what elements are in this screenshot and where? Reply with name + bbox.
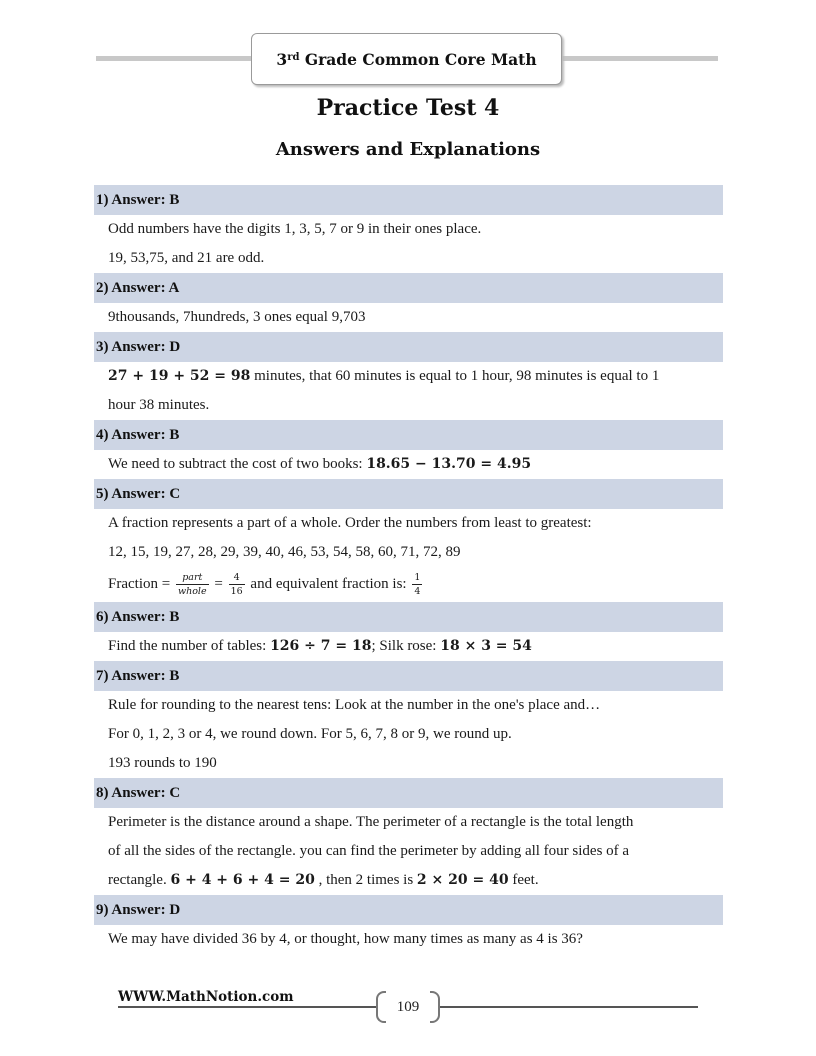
question-number: 3 (96, 339, 104, 355)
explanation-line: For 0, 1, 2, 3 or 4, we round down. For 5, 6, 7, 8 or 9, we round up. (108, 726, 512, 742)
explanation-line: 193 rounds to 190 (108, 755, 217, 771)
answer-label: ) Answer: C (103, 486, 181, 502)
question-number: 8 (96, 785, 104, 801)
explanation-text: rectangle. (108, 872, 171, 888)
explanation-line (94, 362, 723, 391)
question-number: 2 (96, 280, 104, 296)
explanation-text: feet. (508, 872, 539, 888)
explanation-text: , then 2 times is (314, 872, 417, 888)
fraction-numerator: 4 (229, 572, 245, 585)
explanation-line (94, 866, 723, 895)
explanation-text: minutes, that 60 minutes is equal to 1 hour, 98 minutes is equal to 1 (250, 368, 660, 384)
answer-label: ) Answer: B (103, 427, 180, 443)
explanation-line: of all the sides of the rectangle. you can find the perimeter by adding all four sides of a (108, 843, 630, 859)
answer-label: ) Answer: B (103, 668, 180, 684)
explanation-text: Find the number of tables: (108, 638, 271, 654)
answer-header-9 (94, 895, 723, 925)
answer-label: ) Answer: C (103, 785, 181, 801)
math-expression: 18 × 3 = 54 (440, 638, 532, 654)
fraction-denominator: whole (177, 586, 207, 598)
fraction-4-16 (229, 572, 245, 597)
running-header (251, 33, 562, 85)
explanation-line: 9thousands, 7hundreds, 3 ones equal 9,703 (108, 309, 366, 325)
math-expression: 126 ÷ 7 = 18 (270, 638, 372, 654)
question-number: 6 (96, 609, 104, 625)
explanation-line: hour 38 minutes. (108, 397, 210, 413)
fraction-numerator: 1 (414, 572, 421, 584)
footer-rule-left (118, 1006, 376, 1008)
header-grade-suffix: rd (287, 51, 300, 63)
math-expression: 18.65 − 13.70 = 4.95 (366, 456, 532, 472)
fraction-numerator: part (176, 572, 209, 585)
equals-sign: = (210, 576, 227, 592)
explanation-line: 12, 15, 19, 27, 28, 29, 39, 40, 46, 53, 54, 58, 60, 71, 72, 89 (108, 544, 461, 560)
header-title: Grade Common Core Math (299, 49, 537, 69)
answer-header-6 (94, 602, 723, 632)
question-number: 5 (96, 486, 104, 502)
question-number: 4 (96, 427, 104, 443)
page-subtitle: Answers and Explanations (275, 139, 541, 160)
answer-header-4 (94, 420, 723, 450)
page-title: Practice Test 4 (316, 95, 500, 121)
explanation-text: and equivalent fraction is: (246, 576, 411, 592)
question-number: 7 (96, 668, 104, 684)
header-rule-left (96, 56, 251, 61)
explanation-text: ; Silk rose: (371, 638, 441, 654)
explanation-line: We may have divided 36 by 4, or thought, how many times as many as 4 is 36? (108, 931, 583, 947)
explanation-line (94, 632, 723, 661)
explanation-line: Odd numbers have the digits 1, 3, 5, 7 or 9 in their ones place. (108, 221, 482, 237)
answers-list (94, 185, 723, 954)
bracket-right-icon (430, 991, 440, 1023)
explanation-line (94, 567, 723, 602)
page-number (374, 991, 442, 1025)
answer-header-2 (94, 273, 723, 303)
answer-label: ) Answer: A (103, 280, 180, 296)
question-number: 9 (96, 902, 104, 918)
header-rule-right (562, 56, 718, 61)
math-expression: 27 + 19 + 52 = 98 (108, 368, 251, 384)
explanation-line: 19, 53,75, and 21 are odd. (108, 250, 265, 266)
fraction-denominator: 4 (414, 586, 421, 598)
explanation-line: Perimeter is the distance around a shape. The perimeter of a rectangle is the total length (108, 814, 634, 830)
answer-header-7 (94, 661, 723, 691)
fraction-part-whole (176, 572, 209, 597)
explanation-text: We need to subtract the cost of two books: (108, 456, 367, 472)
math-expression: 6 + 4 + 6 + 4 = 20 (170, 872, 315, 888)
explanation-text: Fraction = (108, 576, 174, 592)
fraction-1-4 (412, 572, 422, 597)
explanation-line: A fraction represents a part of a whole. Order the numbers from least to greatest: (108, 515, 592, 531)
footer-website: WWW.MathNotion.com (118, 989, 294, 1005)
footer-rule-right (440, 1006, 698, 1008)
explanation-line: Rule for rounding to the nearest tens: Look at the number in the one's place and… (108, 697, 601, 713)
bracket-left-icon (376, 991, 386, 1023)
answer-label: ) Answer: D (103, 339, 181, 355)
answer-header-5 (94, 479, 723, 509)
fraction-denominator: 16 (230, 586, 243, 598)
explanation-line (94, 450, 723, 479)
math-expression: 2 × 20 = 40 (416, 872, 509, 888)
answer-label: ) Answer: B (103, 609, 180, 625)
header-grade-number: 3 (276, 49, 288, 69)
question-number: 1 (96, 192, 104, 208)
answer-header-1 (94, 185, 723, 215)
answer-label: ) Answer: D (103, 902, 181, 918)
answer-header-3 (94, 332, 723, 362)
answer-header-8 (94, 778, 723, 808)
answer-label: ) Answer: B (103, 192, 180, 208)
page-number-text: 109 (396, 999, 420, 1015)
